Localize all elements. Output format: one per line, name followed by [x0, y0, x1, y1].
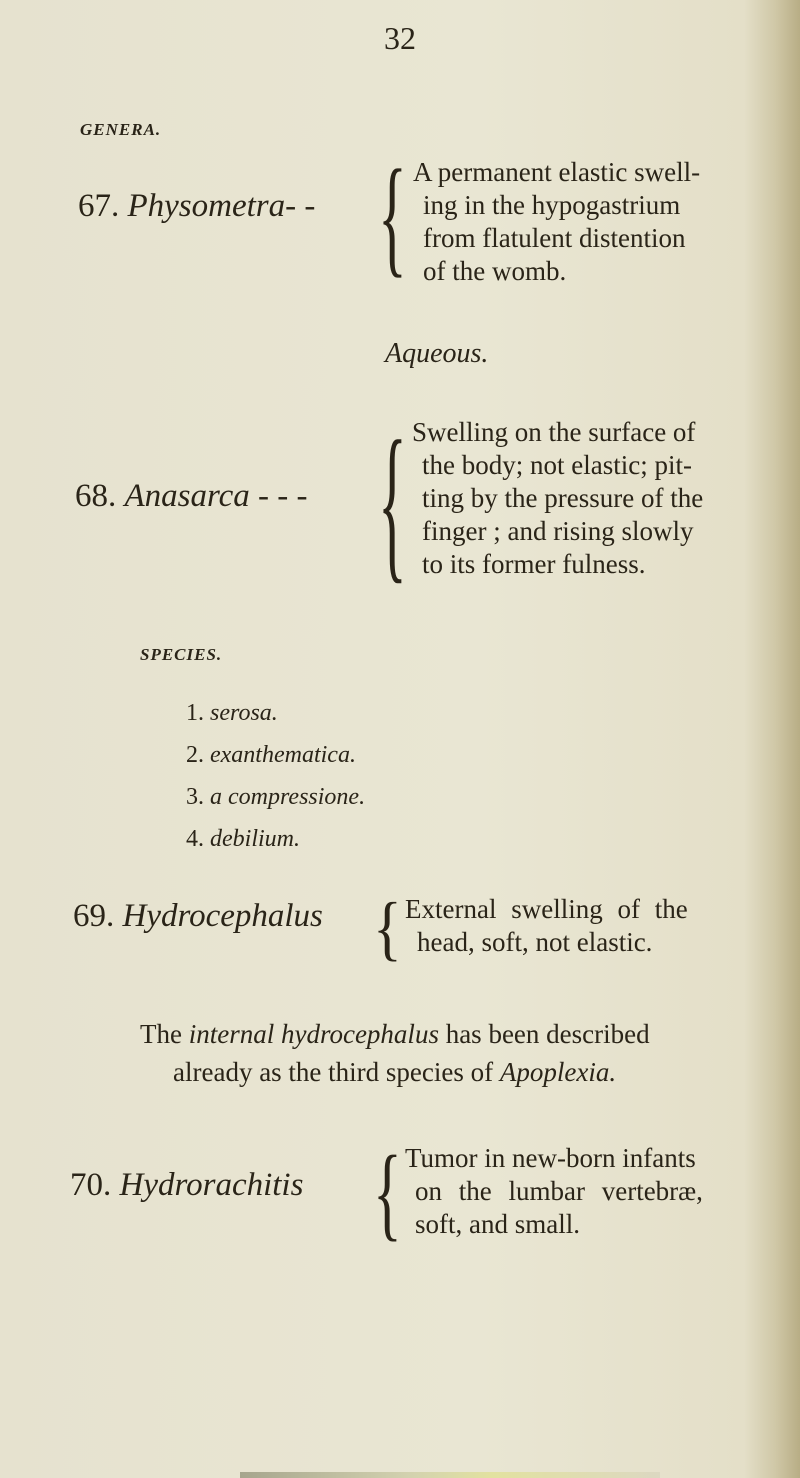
brace-icon: { [378, 406, 407, 598]
page-edge-strip [240, 1472, 660, 1478]
species-item: 3. a compressione. [186, 784, 366, 810]
brace-icon: { [373, 1134, 402, 1251]
entry-number: 67. [78, 188, 120, 224]
entry-name: Hydrocephalus [122, 898, 323, 934]
genera-label: GENERA. [80, 120, 162, 139]
species-item: 2. exanthematica. [186, 742, 356, 768]
entry-67-description: A permanent elastic swell- ing in the hypogastrium from flatulent distention of the womb. [413, 157, 701, 286]
entry-69-title [73, 898, 323, 935]
entry-number: 69. [73, 898, 115, 934]
page-number: 32 [384, 20, 416, 56]
leader-dashes: - - [285, 188, 316, 224]
entry-number: 68. [75, 478, 117, 514]
species-list [186, 700, 365, 868]
entry-name: Physometra [127, 188, 286, 224]
brace-icon: { [373, 888, 402, 968]
species-item: 1. serosa. [186, 700, 278, 726]
entry-70-description: Tumor in new-born infants on the lumbar vertebræ, soft, and small. [405, 1143, 703, 1239]
species-label: SPECIES. [140, 645, 223, 664]
leader-dashes: - - - [258, 478, 308, 514]
note-paragraph: The internal hydrocephalus has been described already as the third species of Apoplexia. [140, 1019, 650, 1087]
brace-icon: { [378, 143, 407, 289]
entry-70-title [70, 1167, 303, 1204]
entry-number: 70. [70, 1167, 112, 1203]
entry-67-title [78, 188, 315, 225]
entry-name: Anasarca [124, 478, 250, 514]
entry-name: Hydrorachitis [119, 1167, 304, 1203]
entry-68-description: Swelling on the surface of the body; not elastic; pit- ting by the pressure of the finger ; and rising slowly to its former fulness. [412, 417, 704, 579]
order-heading: Aqueous. [385, 338, 489, 369]
entry-69-description: External swelling of the head, soft, not elastic. [405, 894, 688, 957]
species-item: 4. debilium. [186, 826, 300, 852]
entry-68-title [75, 478, 307, 515]
